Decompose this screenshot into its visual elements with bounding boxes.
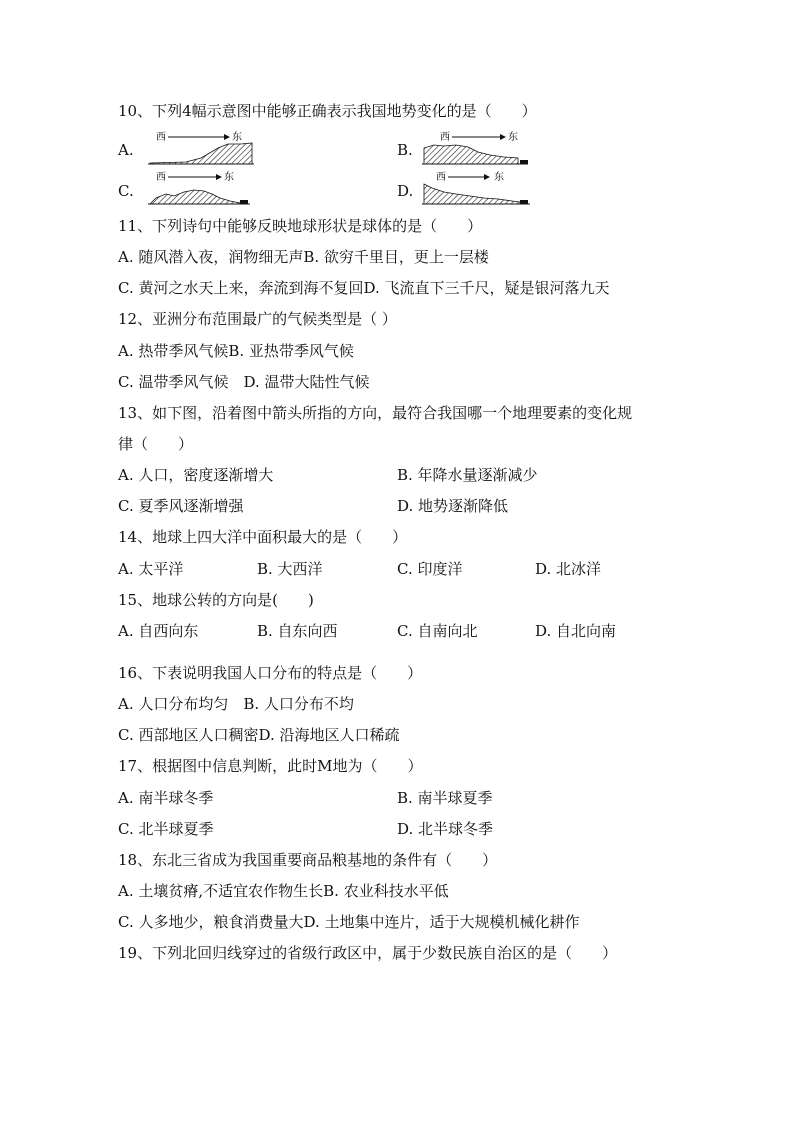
q16-options-line1[interactable]: A. 人口分布均匀 B. 人口分布不均 xyxy=(118,695,354,713)
q12-options-line1[interactable]: A. 热带季风气候B. 亚热带季风气候 xyxy=(118,342,354,360)
q16-stem: 16、下表说明我国人口分布的特点是（ ） xyxy=(118,664,423,682)
west-label: 西 xyxy=(156,132,166,143)
west-label: 西 xyxy=(440,132,450,143)
q13-option-c[interactable]: C. 夏季风逐渐增强 xyxy=(118,497,244,515)
q10-figure-d xyxy=(420,170,535,208)
q19-stem: 19、下列北回归线穿过的省级行政区中，属于少数民族自治区的是（ ） xyxy=(118,944,618,962)
q13-stem-continued: 律（ ） xyxy=(118,435,194,453)
q18-stem: 18、东北三省成为我国重要商品粮基地的条件有（ ） xyxy=(118,851,498,869)
q13-option-b[interactable]: B. 年降水量逐渐减少 xyxy=(397,466,538,484)
q15-option-c[interactable]: C. 自南向北 xyxy=(397,622,478,640)
q14-option-d[interactable]: D. 北冰洋 xyxy=(535,560,602,578)
q10-option-b-letter[interactable]: B. xyxy=(397,141,413,159)
q18-options-line2[interactable]: C. 人多地少，粮食消费量大D. 土地集中连片，适于大规模机械化耕作 xyxy=(118,913,580,931)
q14-option-a[interactable]: A. 太平洋 xyxy=(118,560,184,578)
q10-option-d-letter[interactable]: D. xyxy=(397,182,414,200)
q11-options-line2[interactable]: C. 黄河之水天上来，奔流到海不复回D. 飞流直下三千尺，疑是银河落九天 xyxy=(118,279,610,297)
q10-stem: 10、下列4幅示意图中能够正确表示我国地势变化的是（ ） xyxy=(118,102,537,120)
q10-option-c-letter[interactable]: C. xyxy=(118,182,134,200)
q13-option-a[interactable]: A. 人口，密度逐渐增大 xyxy=(118,466,274,484)
q17-option-a[interactable]: A. 南半球冬季 xyxy=(118,789,214,807)
q17-option-d[interactable]: D. 北半球冬季 xyxy=(397,820,494,838)
east-label: 东 xyxy=(494,172,504,183)
q17-option-c[interactable]: C. 北半球夏季 xyxy=(118,820,214,838)
west-label: 西 xyxy=(156,172,166,183)
q18-options-line1[interactable]: A. 土壤贫瘠,不适宜农作物生长B. 农业科技水平低 xyxy=(118,882,449,900)
q13-stem: 13、如下图，沿着图中箭头所指的方向，最符合我国哪一个地理要素的变化规 xyxy=(118,404,633,422)
q14-stem: 14、地球上四大洋中面积最大的是（ ） xyxy=(118,528,408,546)
q14-option-b[interactable]: B. 大西洋 xyxy=(257,560,323,578)
q12-options-line2[interactable]: C. 温带季风气候 D. 温带大陆性气候 xyxy=(118,373,370,391)
q10-option-a-letter[interactable]: A. xyxy=(118,141,134,159)
q11-options-line1[interactable]: A. 随风潜入夜，润物细无声B. 欲穷千里目，更上一层楼 xyxy=(118,248,489,266)
q10-figure-a xyxy=(146,130,256,170)
q14-option-c[interactable]: C. 印度洋 xyxy=(397,560,463,578)
q17-option-b[interactable]: B. 南半球夏季 xyxy=(397,789,493,807)
west-label: 西 xyxy=(436,172,446,183)
east-label: 东 xyxy=(224,172,234,183)
q10-figure-c xyxy=(146,170,256,208)
q16-options-line2[interactable]: C. 西部地区人口稠密D. 沿海地区人口稀疏 xyxy=(118,726,400,744)
q10-figure-b xyxy=(420,130,535,170)
east-label: 东 xyxy=(232,132,242,143)
q15-option-b[interactable]: B. 自东向西 xyxy=(257,622,338,640)
q15-option-d[interactable]: D. 自北向南 xyxy=(535,622,617,640)
q15-option-a[interactable]: A. 自西向东 xyxy=(118,622,199,640)
east-label: 东 xyxy=(508,132,518,143)
q15-stem: 15、地球公转的方向是( ) xyxy=(118,591,314,609)
q17-stem: 17、根据图中信息判断，此时M地为（ ） xyxy=(118,757,423,775)
q12-stem: 12、亚洲分布范围最广的气候类型是（ ） xyxy=(118,310,397,328)
q13-option-d[interactable]: D. 地势逐渐降低 xyxy=(397,497,509,515)
q11-stem: 11、下列诗句中能够反映地球形状是球体的是（ ） xyxy=(118,217,483,235)
